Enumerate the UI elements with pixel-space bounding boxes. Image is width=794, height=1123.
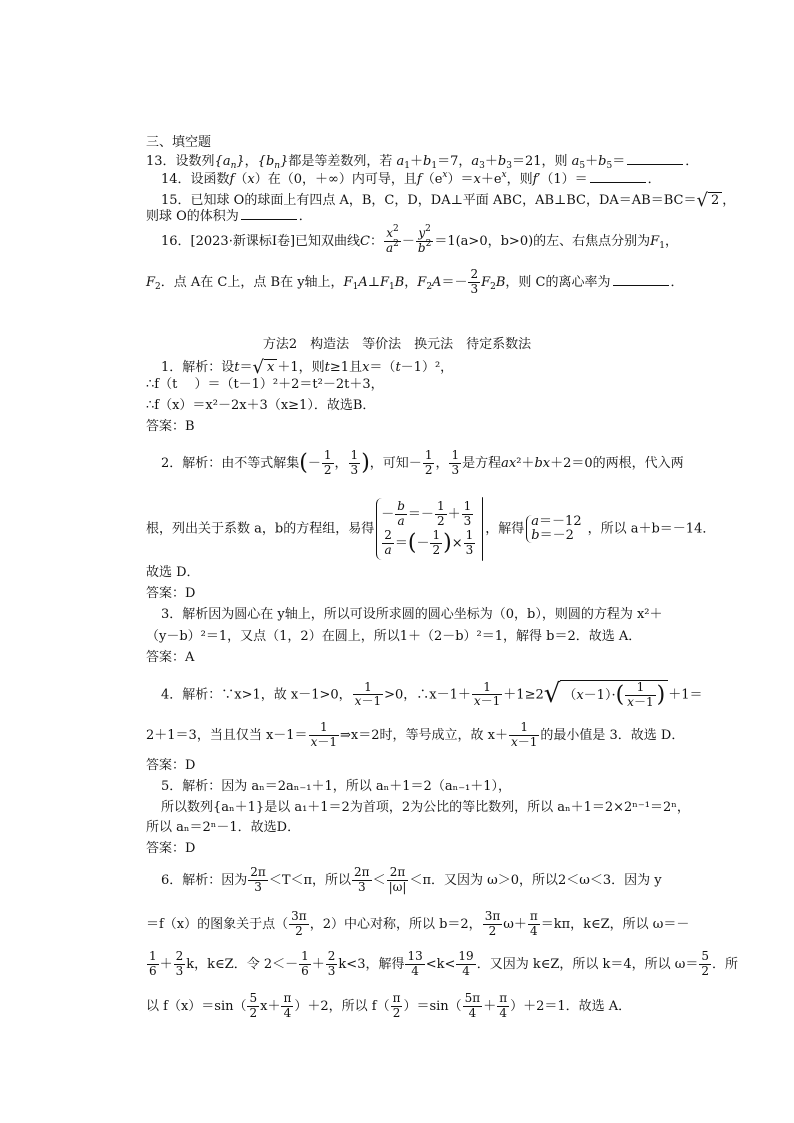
solution-5: 5．解析：因为 aₙ＝2aₙ₋₁＋1，所以 aₙ＋1＝2（aₙ₋₁＋1）， <box>161 779 512 794</box>
section-title: 三、填空题 <box>146 135 212 150</box>
answer-blank <box>613 274 669 286</box>
answer-blank <box>627 153 683 165</box>
solution-5-line3: 所以 aₙ＝2ⁿ－1．故选D． <box>146 820 301 835</box>
solution-4: 4．解析：∵x>1，故 x－1>0， $\frac{1}{x-1}$ >0，∴x－1＋ $\frac{1}{x-1}$ ＋1≥2√ （x－1）·( $\frac{1}{x-1}$ ) ＋1＝ <box>161 679 703 709</box>
question-13: 13．设数列$\{a_n\}$，$\{b_n\}$都是等差数列，若 $a_1+b_1=7$，$a_3+b_3=21$，则 $a_5+b_5=$ ． <box>146 154 699 171</box>
solution-2-answer: 答案：D <box>146 586 196 601</box>
equation-system: － $\frac{b}{a}$ ＝－ $\frac{1}{2}$ ＋ $\frac{1}{3}$ $\frac{2}{a}$ ＝(－ $\frac{1}{2}$ )× $\frac{1}{3}$ <box>376 498 480 559</box>
solution-3-line2: （y－b）²＝1，又点（1，2）在圆上，所以1＋（2－b）²＝1，解得 b＝2．故选 A． <box>146 629 642 644</box>
solution-4-answer: 答案：D <box>146 758 196 773</box>
question-16-cont: $F_2$．点 A在 C上，点 B在 y轴上，$F_1A\perp F_1B$，$F_2A=-$ $\frac{2}{3}$ $F_2B$，则 C的离心率为 ． <box>146 267 684 296</box>
question-15: 15．已知球 O的球面上有四点 A，B，C，D，DA⊥平面 ABC，AB⊥BC，DA＝AB＝BC＝√ 2 ， <box>161 190 736 211</box>
method-title: 方法2 构造法 等价法 换元法 待定系数法 <box>262 337 532 352</box>
question-16: 16．[2023·新课标Ⅰ卷]已知双曲线C： $\frac{x^2}{a^2}$ － $\frac{y^2}{b^2}$ ＝1(a>0，b>0)的左、右焦点分别为$F_1$， <box>161 224 678 255</box>
solution-2-line3: 故选 D． <box>146 565 200 580</box>
solution-system: a＝－12 b＝－2 <box>526 515 585 544</box>
solution-4-line2: 2＋1＝3，当且仅当 x－1＝ $\frac{1}{x-1}$ ⇒x＝2时，等号成立，故 x＋ $\frac{1}{x-1}$ 的最小值是 3．故选 D． <box>146 720 685 749</box>
answer-blank <box>590 171 646 183</box>
solution-6-line2: ＝f（x）的图象关于点（ $\frac{3\pi}{2}$ ，2）中心对称，所以 b＝2， $\frac{3\pi}{2}$ ω＋ $\frac{\pi}{4}$ ＝kπ，k∈Z，所以 ω＝－ <box>146 909 690 938</box>
question-15-cont: 则球 O的体积为 ． <box>146 209 312 224</box>
solution-3-answer: 答案：A <box>146 650 195 665</box>
solution-2: 2．解析：由不等式解集(－ $\frac{1}{2}$ ， $\frac{1}{3}$ )，可知－ $\frac{1}{2}$ ， $\frac{1}{3}$ 是方程ax²＋bx＋2＝0的两根，代入两 <box>161 448 684 477</box>
solution-3: 3．解析因为圆心在 y轴上，所以可设所求圆的圆心坐标为（0，b），则圆的方程为 x²＋ <box>161 607 663 622</box>
answer-blank <box>241 208 297 220</box>
sqrt-symbol: √ 2 <box>696 189 722 212</box>
solution-1-line3: ∴f（x）＝x²－2x＋3（x≥1）．故选B． <box>146 398 376 413</box>
solution-2-line2: 根，列出关于系数 a，b的方程组，易得 － $\frac{b}{a}$ ＝－ $\frac{1}{2}$ ＋ $\frac{1}{3}$ $\frac{2}{a}$ ＝(－ $\frac{1}{2}$ )× $\frac{1}{3}$ ，解得 a＝－12 b＝－2 ，所以 a＋b＝－14． <box>146 497 715 561</box>
solution-5-line2: 所以数列{aₙ＋1}是以 a₁＋1＝2为首项，2为公比的等比数列，所以 aₙ＋1＝2×2ⁿ⁻¹＝2ⁿ， <box>161 800 690 815</box>
question-14: 14．设函数f（x）在（0，＋∞）内可导，且$f(e^x)=x+e^x$，则f′（1）＝ ． <box>161 170 661 187</box>
solution-6: 6．解析：因为 $\frac{2\pi}{3}$ ＜T＜π，所以 $\frac{2\pi}{3}$ ＜ $\frac{2\pi}{|\omega|}$ ＜π．又因为 ω＞0，所以2＜ω＜3．因为 y <box>161 865 662 894</box>
solution-6-line4: 以 f（x）＝sin（ $\frac{5}{2}$ x＋ $\frac{\pi}{4}$ ）＋2，所以 f（ $\frac{\pi}{2}$ ）＝sin（ $\frac{5\pi}{4}$ ＋ $\frac{\pi}{4}$ ）＋2＝1．故选 A． <box>146 991 632 1020</box>
solution-1-answer: 答案：B <box>146 419 195 434</box>
solution-5-answer: 答案：D <box>146 841 196 856</box>
solution-1: 1．解析：设t＝√ x ＋1，则t≥1且x＝（t－1）²， <box>161 357 454 378</box>
solution-1-line2: ∴f（t ）＝（t－1）²＋2＝t²－2t＋3， <box>146 377 384 392</box>
solution-6-line3: $\frac{1}{6}$ ＋ $\frac{2}{3}$ k，k∈Z．令 2＜－ $\frac{1}{6}$ ＋ $\frac{2}{3}$ k<3，解得 $\frac{13}{4}$ <k< $\frac{19}{4}$ ．又因为 k∈Z，所以 k＝4，所以 ω＝ $\frac{5}{2}$ ．所 <box>149 949 739 978</box>
